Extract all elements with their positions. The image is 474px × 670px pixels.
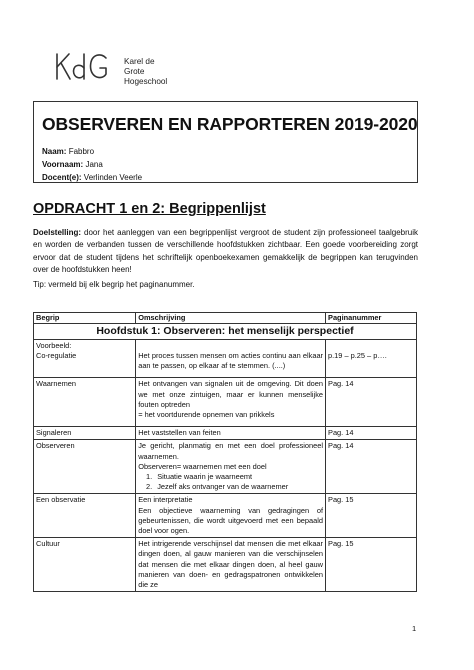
name-value: Fabbro	[68, 147, 95, 156]
term-cell: Observeren	[34, 440, 136, 494]
description-cell	[136, 440, 326, 494]
description-text: Het ontvangen van signalen uit de omgeving. Dit doen we met onze zintuigen, maar er kunnen menselijke fouten optreden	[138, 379, 324, 409]
chapter-row	[34, 324, 417, 340]
page-cell: Pag. 15	[326, 494, 417, 538]
goal-text: door het aanleggen van een begrippenlijst vergroot de student zijn professioneel taalgebruik en worden de verbanden tussen de verschillende hoofdstukken zichtbaar. Een goede voorbereiding zorgt ervoor dat de student tijdens het schriftelijk openboekexamen gemakkelijk de begrippen kan terugvinden over de hoofdstukken heen!	[33, 228, 418, 274]
table-header-row	[34, 313, 417, 324]
list-item: 2. Jezelf aks ontvanger van de waarnemer	[154, 482, 323, 492]
page-cell: Pag. 15	[326, 538, 417, 592]
header-page: Paginanummer	[326, 313, 417, 324]
teacher-value: Verlinden Veerle	[83, 173, 143, 182]
table-row	[34, 440, 417, 494]
page-cell: Pag. 14	[326, 427, 417, 440]
description-cell: Het vaststellen van feiten	[136, 427, 326, 440]
numbered-list	[138, 472, 323, 492]
page-number: 1	[412, 624, 417, 633]
term-cell: Waarnemen	[34, 378, 136, 427]
logo-line-2: Hogeschool	[124, 77, 168, 86]
logo-line-1: Karel de Grote	[124, 57, 155, 76]
description-text: Een interpretatie	[138, 495, 193, 505]
page-cell: Pag. 14	[326, 378, 417, 427]
description-cell	[136, 340, 326, 378]
tip-text: Tip: vermeld bij elk begrip het paginanummer.	[33, 280, 195, 289]
goal-paragraph	[33, 227, 418, 276]
firstname-label: Voornaam:	[42, 160, 84, 169]
table-row	[34, 427, 417, 440]
term-cell: Signaleren	[34, 427, 136, 440]
chapter-title: Hoofdstuk 1: Observeren: het menselijk perspectief	[34, 324, 417, 340]
description-cell	[136, 494, 326, 538]
term-cell: Cultuur	[34, 538, 136, 592]
term-cell: Een observatie	[34, 494, 136, 538]
teacher-label: Docent(e):	[42, 173, 82, 182]
list-item: 1. Situatie waarin je waarneemt	[154, 472, 323, 482]
table-row	[34, 538, 417, 592]
logo-text	[124, 57, 167, 87]
terms-table	[33, 312, 417, 592]
table-row	[34, 494, 417, 538]
description-text-2: Observeren= waarnemen met een doel	[138, 461, 267, 471]
header-description: Omschrijving	[136, 313, 326, 324]
page-title: OBSERVEREN EN RAPPORTEREN 2019-2020	[42, 114, 418, 134]
description-text: Het proces tussen mensen om acties continu aan elkaar aan te passen, op elkaar af te stemmen. (....)	[138, 351, 324, 371]
description-cell: Het intrigerende verschijnsel dat mensen die met elkaar dingen doen, al gauw manieren van die verschijnselen dat mensen die met elkaar dingen doen, al heel gauw manieren van doen- en gedragspatronen ontwikkelen die ze	[136, 538, 326, 592]
assignment-heading: OPDRACHT 1 en 2: Begrippenlijst	[33, 201, 266, 217]
student-info	[42, 145, 409, 184]
page-cell	[326, 340, 417, 378]
description-cell	[136, 378, 326, 427]
description-text-2: = het voortdurende opnemen van prikkels	[138, 410, 275, 420]
table-row	[34, 378, 417, 427]
term-name: Co-regulatie	[36, 351, 77, 361]
name-label: Naam:	[42, 147, 67, 156]
kdg-logo-mark	[54, 51, 120, 83]
description-text-2: Een objectieve waarneming van gedragingen of gebeurtenissen, die wordt uitgevoerd met een bepaald doel voor ogen.	[138, 505, 324, 536]
header-term: Begrip	[34, 313, 136, 324]
title-box	[33, 101, 418, 183]
description-text: Je gericht, planmatig en met een doel professioneel waarnemen.	[138, 441, 324, 461]
table-row	[34, 340, 417, 378]
term-example-label: Voorbeeld:	[36, 341, 72, 350]
firstname-value: Jana	[85, 160, 103, 169]
term-cell	[34, 340, 136, 378]
goal-label: Doelstelling:	[33, 228, 82, 237]
page-cell: Pag. 14	[326, 440, 417, 494]
page-ref: p.19 – p.25 – p….	[328, 351, 387, 360]
